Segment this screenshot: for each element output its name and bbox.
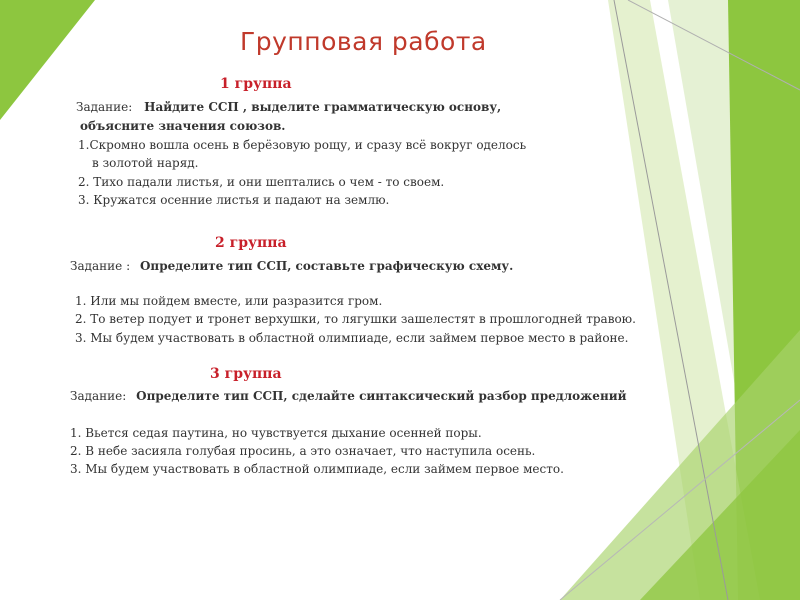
group-3-heading: 3 группа [210,366,282,382]
group-2-sentence-1: 1. Или мы пойдем вместе, или разразится гром. [75,294,383,308]
group-3-task [70,389,627,403]
group-3-task-label: Задание: [70,389,127,403]
group-1-sentence-1: 1.Скромно вошла осень в берёзовую рощу, и сразу всё вокруг оделось [78,138,527,152]
group-3-sentence-1: 1. Вьется седая паутина, но чувствуется дыхание осенней поры. [70,426,482,440]
group-1-sentence-1-cont: в золотой наряд. [92,156,199,170]
group-3-sentence-3: 3. Мы будем участвовать в областной олимпиаде, если займем первое место. [70,462,564,476]
group-2-heading: 2 группа [215,235,287,251]
group-1-task-text-1: Найдите ССП , выделите грамматическую основу, [144,100,502,114]
group-1-task [76,100,501,114]
group-1-task-label: Задание: [76,100,133,114]
group-3-sentence-2: 2. В небе засияла голубая просинь, а это означает, что наступила осень. [70,444,536,458]
group-2-sentence-2: 2. То ветер подует и тронет верхушки, то лягушки зашелестят в прошлогодней травою. [75,312,636,326]
group-1-task-text-2: объясните значения союзов. [80,119,286,133]
group-2-task-label: Задание : [70,259,131,273]
group-1-heading: 1 группа [220,76,292,92]
group-1-sentence-2: 2. Тихо падали листья, и они шептались о чем ‑ то своем. [78,175,445,189]
group-2-sentence-3: 3. Мы будем участвовать в областной олимпиаде, если займем первое место в районе. [75,331,629,345]
group-3-task-text: Определите тип ССП, сделайте синтаксический разбор предложений [136,389,627,403]
group-1-sentence-3: 3. Кружатся осенние листья и падают на землю. [78,193,390,207]
group-2-task-text: Определите тип ССП, составьте графическую схему. [139,259,514,273]
group-2-task [70,259,513,273]
slide-title: Групповая работа [240,27,487,56]
